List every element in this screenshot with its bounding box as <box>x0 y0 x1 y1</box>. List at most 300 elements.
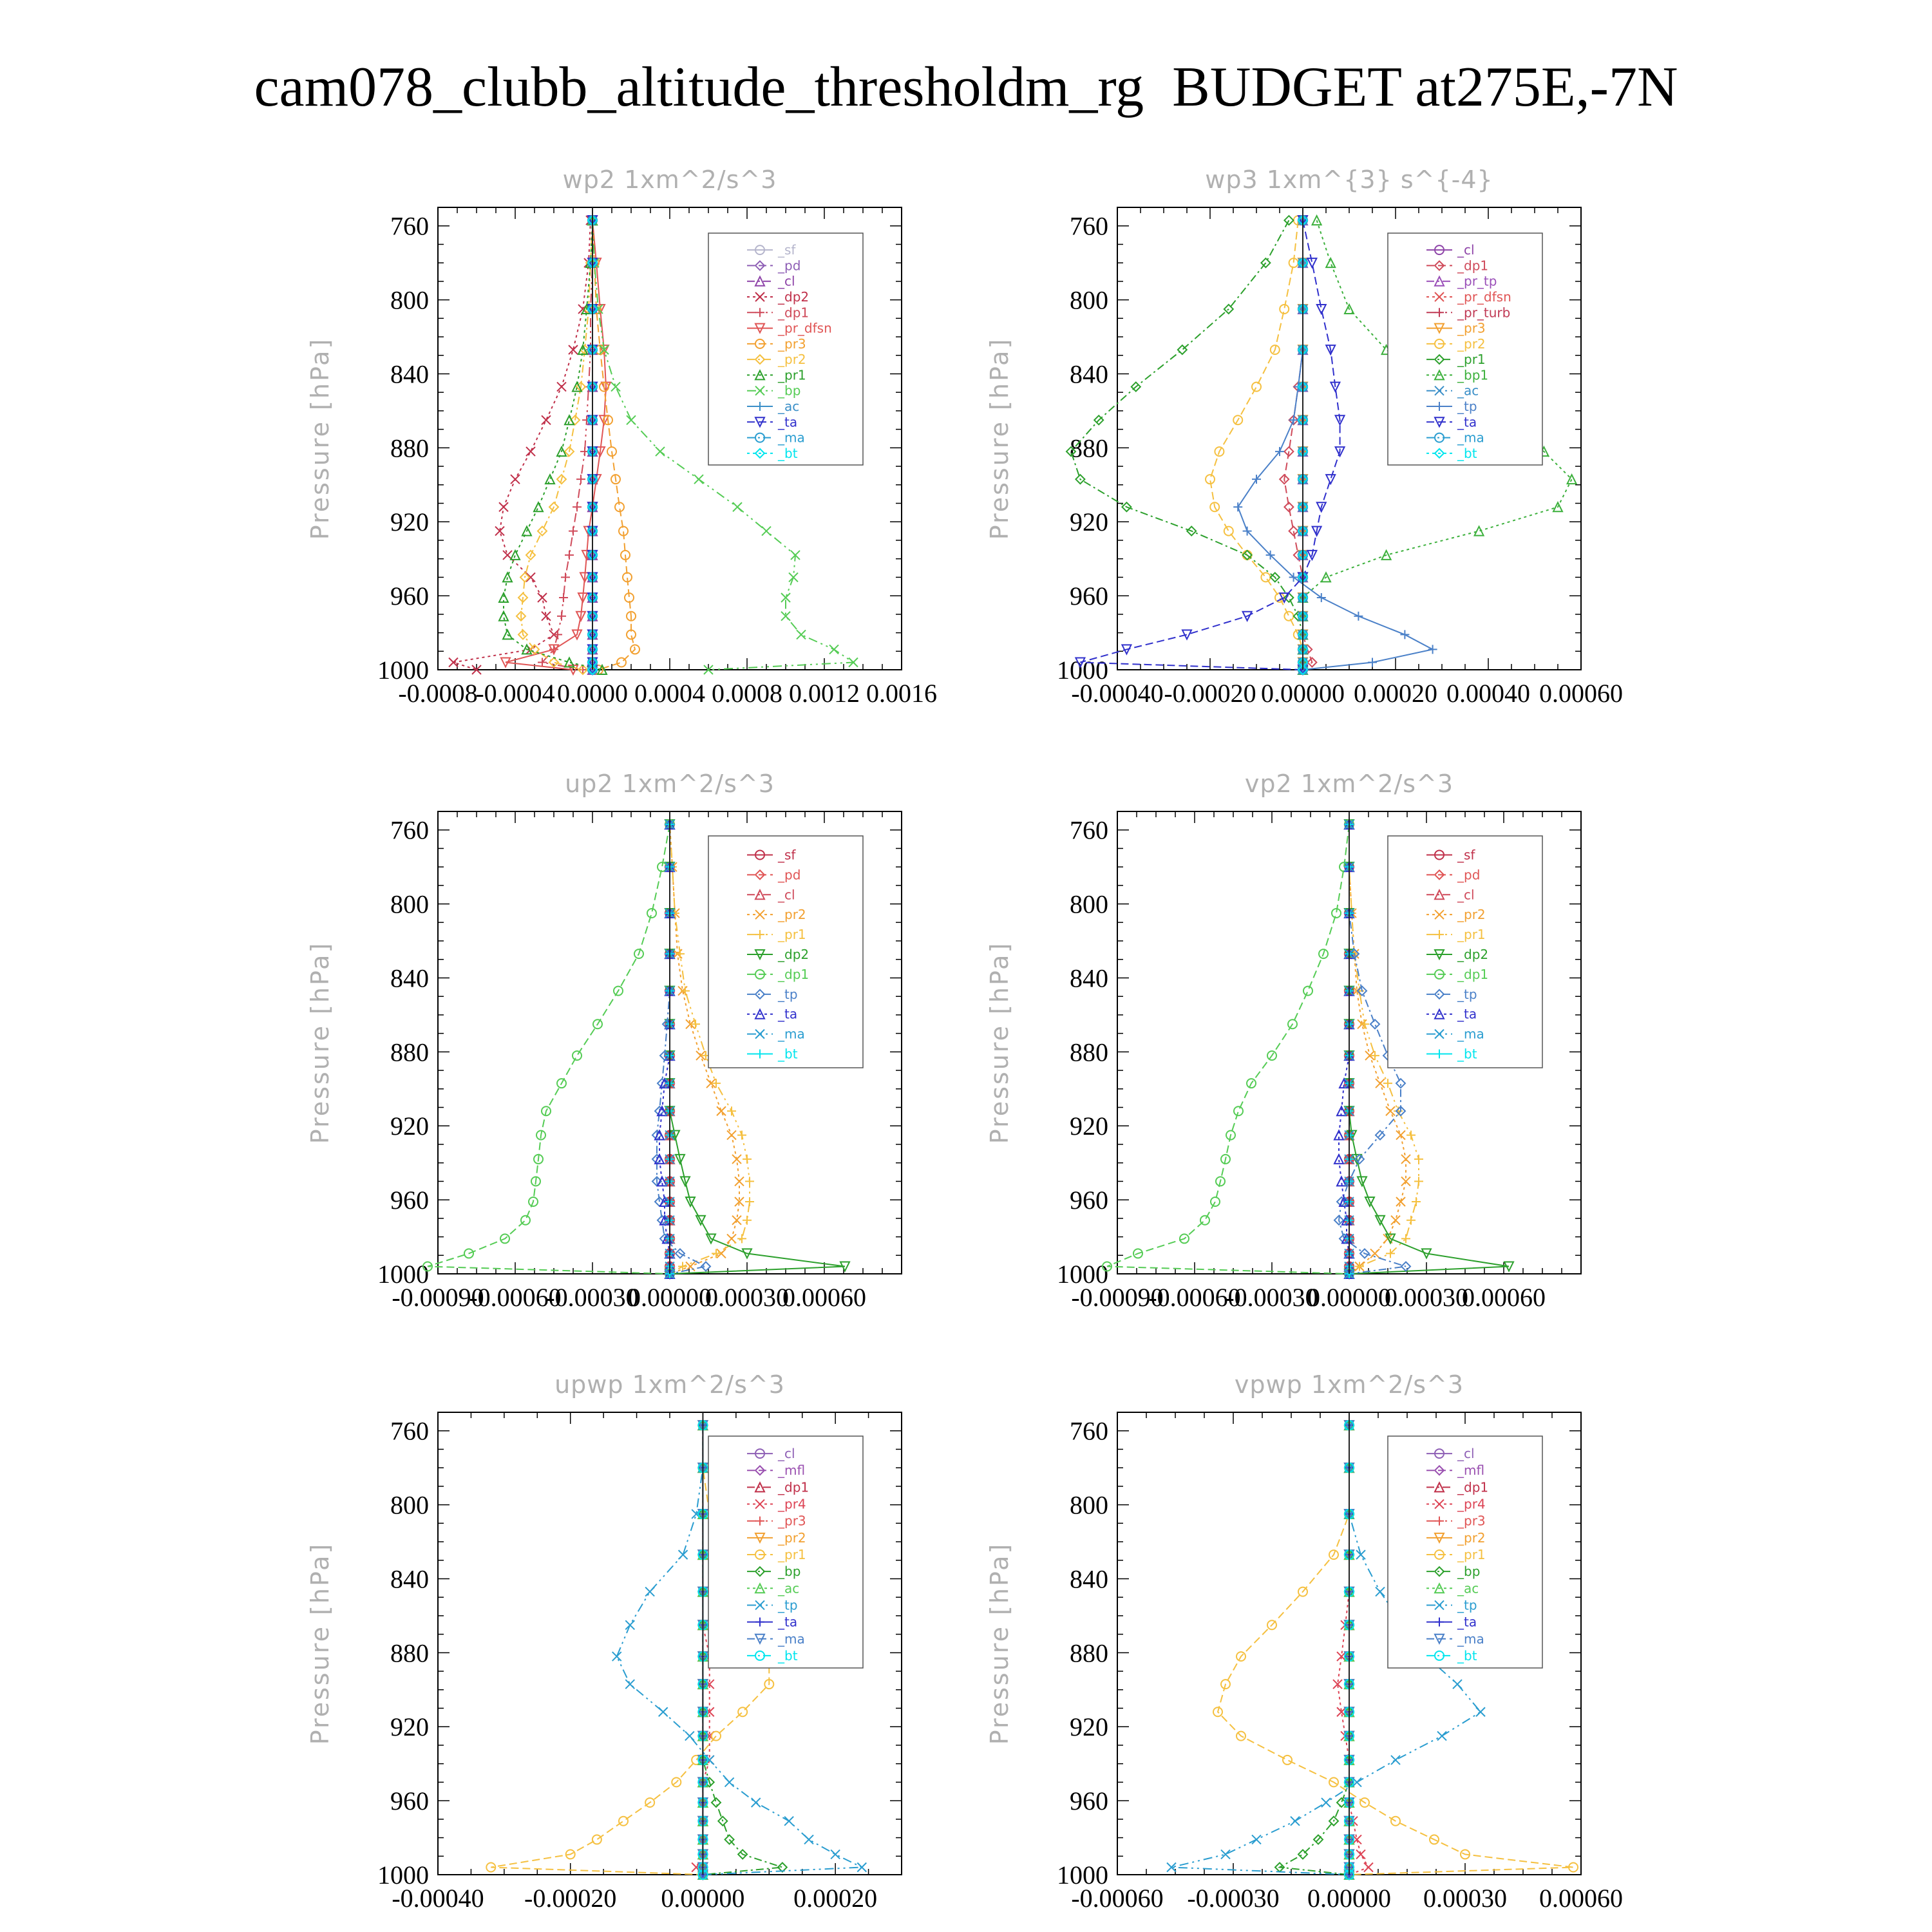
data-point <box>1386 1106 1395 1115</box>
legend-label: _ma <box>778 1631 805 1647</box>
panel-3 <box>306 770 902 1312</box>
data-point <box>1234 1106 1243 1115</box>
legend-label: _bp <box>778 1564 801 1580</box>
data-point <box>738 1707 747 1716</box>
legend-label: _mfl <box>778 1463 806 1479</box>
y-tick-label: 960 <box>1070 1786 1108 1816</box>
data-point <box>727 1106 736 1115</box>
data-point <box>1406 1131 1416 1140</box>
y-tick-label: 880 <box>1070 1638 1108 1668</box>
series-bp <box>1275 1421 1354 1879</box>
data-point <box>1317 593 1326 602</box>
y-tick-label: 840 <box>390 1564 429 1594</box>
legend-label: _ma <box>1457 1026 1484 1042</box>
panel-2 <box>985 166 1623 708</box>
legend-label: _ac <box>778 1580 800 1596</box>
data-point <box>1383 1079 1392 1088</box>
data-point <box>526 573 535 582</box>
data-point <box>1326 258 1335 267</box>
legend-label: _ma <box>778 1026 805 1042</box>
data-point <box>647 909 656 918</box>
data-point <box>712 1079 721 1088</box>
y-tick-label: 800 <box>1070 285 1108 315</box>
data-point <box>573 502 582 511</box>
legend-label: _ta <box>778 1006 798 1022</box>
legend-label: _pr4 <box>1457 1496 1486 1512</box>
data-point <box>542 612 551 621</box>
data-point <box>1401 1234 1410 1243</box>
legend-label: _mfl <box>1457 1463 1485 1479</box>
data-point <box>592 1835 601 1844</box>
data-point <box>625 1620 634 1629</box>
legend-label: _ac <box>1457 383 1479 399</box>
legend-label: _pr_turb <box>1457 305 1511 321</box>
panel-title: wp3 1xm^{3} s^{-4} <box>1205 166 1493 194</box>
data-point <box>617 658 626 667</box>
data-point <box>1401 1155 1410 1164</box>
legend-label: _ac <box>778 399 800 414</box>
legend-label: _pr4 <box>778 1496 806 1512</box>
x-tick-label: 0.00030 <box>1385 1283 1468 1312</box>
legend-label: _cl <box>1457 1446 1475 1462</box>
data-point <box>559 593 568 602</box>
data-point <box>733 502 742 511</box>
data-point <box>656 447 665 456</box>
y-axis-label: Pressure [hPa] <box>306 337 334 540</box>
data-point <box>573 1051 582 1060</box>
data-point <box>612 1652 621 1661</box>
legend-label: _bp <box>778 383 801 399</box>
data-point <box>576 475 585 484</box>
x-tick-label: 0.0000 <box>557 679 628 708</box>
x-tick-label: 0.00000 <box>661 1884 745 1913</box>
legend-label: _dp2 <box>778 289 810 305</box>
data-point <box>1167 1863 1176 1872</box>
legend-label: _bt <box>778 445 798 461</box>
data-point <box>611 383 620 392</box>
y-tick-label: 960 <box>1070 1186 1108 1215</box>
data-point <box>712 1732 721 1741</box>
y-axis-label: Pressure [hPa] <box>985 337 1014 540</box>
data-point <box>1289 415 1298 424</box>
legend-label: _ta <box>1457 414 1477 430</box>
y-tick-label: 880 <box>390 1037 429 1067</box>
legend-label: _pr1 <box>1457 352 1486 368</box>
x-tick-label: -0.00060 <box>1071 1884 1164 1913</box>
data-point <box>1376 1079 1385 1088</box>
panel-5 <box>306 1370 902 1913</box>
data-point <box>762 527 771 536</box>
legend-label: _tp <box>1457 399 1477 414</box>
x-tick-label: 0.00000 <box>1261 679 1345 708</box>
y-tick-label: 920 <box>1070 507 1108 537</box>
legend-label: _bt <box>1457 445 1477 461</box>
legend <box>1388 233 1542 465</box>
legend-label: _tp <box>1457 1597 1477 1613</box>
x-tick-label: 0.00030 <box>1423 1884 1507 1913</box>
data-point <box>727 1131 736 1140</box>
data-point <box>561 573 570 582</box>
y-tick-label: 1000 <box>1057 656 1108 685</box>
data-point <box>745 1197 754 1206</box>
data-point <box>1182 630 1191 639</box>
legend-label: _pr2 <box>1457 1530 1486 1546</box>
legend-label: _pd <box>778 867 801 883</box>
x-tick-label: 0.00060 <box>1539 1884 1623 1913</box>
panel-title: up2 1xm^2/s^3 <box>565 770 775 798</box>
series-pr_dfsn <box>501 216 611 674</box>
y-tick-label: 1000 <box>377 656 429 685</box>
legend-label: _tp <box>1457 986 1477 1002</box>
y-tick-label: 760 <box>390 815 429 845</box>
x-tick-label: -0.0004 <box>475 679 555 708</box>
x-tick-label: -0.00020 <box>524 1884 617 1913</box>
y-tick-label: 880 <box>390 1638 429 1668</box>
data-point <box>557 612 566 621</box>
x-tick-label: 0.00030 <box>705 1283 789 1312</box>
legend <box>708 233 863 465</box>
y-tick-label: 880 <box>1070 1037 1108 1067</box>
data-point <box>1368 658 1377 667</box>
y-tick-label: 760 <box>390 1416 429 1446</box>
legend-label: _sf <box>778 847 796 863</box>
legend-label: _dp1 <box>778 1479 810 1495</box>
series-dp1 <box>1103 820 1354 1278</box>
series-line <box>1280 1425 1349 1875</box>
legend-label: _cl <box>778 273 795 289</box>
data-point <box>694 475 703 484</box>
data-point <box>1391 1756 1400 1765</box>
x-tick-label: -0.00030 <box>1226 1283 1318 1312</box>
data-point <box>1326 475 1335 484</box>
y-tick-label: 920 <box>1070 1712 1108 1742</box>
legend-label: _pr1 <box>778 1547 806 1562</box>
y-tick-label: 920 <box>390 1112 429 1141</box>
panel-title: vpwp 1xm^2/s^3 <box>1234 1370 1464 1399</box>
legend-label: _dp1 <box>1457 966 1489 982</box>
data-point <box>1354 612 1363 621</box>
data-point <box>743 1216 752 1225</box>
legend-label: _cl <box>778 887 795 903</box>
data-point <box>679 1550 688 1559</box>
data-point <box>1303 987 1312 996</box>
data-point <box>743 1155 752 1164</box>
data-point <box>1428 645 1437 654</box>
legend <box>708 836 863 1068</box>
y-tick-label: 880 <box>1070 433 1108 463</box>
data-point <box>625 1680 634 1689</box>
y-tick-label: 800 <box>390 1490 429 1520</box>
y-tick-label: 800 <box>1070 1490 1108 1520</box>
y-tick-label: 800 <box>390 285 429 315</box>
data-point <box>1221 1850 1230 1859</box>
legend-label: _pr3 <box>778 1513 806 1529</box>
legend-label: _pr_dfsn <box>1457 289 1511 305</box>
data-point <box>449 658 458 667</box>
legend-label: _pr1 <box>778 927 806 943</box>
x-tick-label: -0.00060 <box>1148 1283 1241 1312</box>
legend <box>1388 836 1542 1068</box>
data-point <box>538 593 547 602</box>
legend-label: _ta <box>1457 1006 1477 1022</box>
y-tick-label: 840 <box>1070 359 1108 389</box>
data-point <box>578 665 587 674</box>
x-tick-label: 0.00060 <box>1539 679 1623 708</box>
legend-label: _cl <box>1457 242 1475 258</box>
x-tick-label: 0.00020 <box>1354 679 1437 708</box>
data-point <box>732 1155 741 1164</box>
data-point <box>712 1249 721 1258</box>
x-tick-label: -0.00090 <box>1071 1283 1164 1312</box>
data-point <box>565 415 574 424</box>
legend-label: _pr1 <box>778 367 806 383</box>
x-tick-label: -0.00040 <box>392 1884 484 1913</box>
y-tick-label: 760 <box>1070 1416 1108 1446</box>
legend-label: _cl <box>1457 887 1475 903</box>
x-tick-label: 0.00000 <box>1307 1283 1391 1312</box>
legend-label: _sf <box>778 242 796 258</box>
data-point <box>1356 1850 1365 1859</box>
legend-label: _sf <box>1457 847 1475 863</box>
data-point <box>569 527 578 536</box>
series-dp2 <box>449 216 595 674</box>
series-line <box>542 220 592 670</box>
data-point <box>526 447 535 456</box>
legend-label: _ma <box>1457 1631 1484 1647</box>
data-point <box>1261 573 1270 582</box>
data-point <box>727 1234 736 1243</box>
legend-label: _tp <box>778 1597 798 1613</box>
series-dp1 <box>423 820 674 1278</box>
data-point <box>1364 1863 1373 1872</box>
data-point <box>1321 1798 1331 1807</box>
series-pr1 <box>499 216 607 674</box>
data-point <box>1307 258 1316 267</box>
data-point <box>569 345 578 354</box>
series-dp1 <box>1280 216 1316 674</box>
data-point <box>1400 630 1409 639</box>
data-point <box>511 551 520 560</box>
x-tick-label: 0.0008 <box>712 679 782 708</box>
legend <box>708 1436 863 1668</box>
data-point <box>1252 1835 1261 1844</box>
data-point <box>717 1106 726 1115</box>
legend-label: _pr1 <box>1457 927 1486 943</box>
data-point <box>1284 612 1293 621</box>
data-point <box>1396 1131 1405 1140</box>
data-point <box>499 502 508 511</box>
legend-label: _dp2 <box>778 947 810 962</box>
legend-label: _pr3 <box>1457 320 1486 336</box>
legend-label: _cl <box>778 1446 795 1462</box>
x-tick-label: -0.00040 <box>1071 679 1164 708</box>
data-point <box>1396 1197 1405 1206</box>
y-tick-label: 800 <box>1070 889 1108 919</box>
legend-label: _ma <box>778 430 805 446</box>
x-tick-label: 0.00040 <box>1446 679 1530 708</box>
data-point <box>1376 1587 1385 1596</box>
panel-title: vp2 1xm^2/s^3 <box>1244 770 1454 798</box>
legend-label: _dp1 <box>778 305 810 321</box>
series-ta <box>1075 216 1344 674</box>
data-point <box>1414 1155 1423 1164</box>
x-tick-label: 0.00020 <box>793 1884 878 1913</box>
data-point <box>565 551 574 560</box>
data-point <box>1437 1732 1446 1741</box>
data-point <box>1414 1177 1423 1186</box>
data-point <box>1275 593 1284 602</box>
legend-label: _pr2 <box>778 1530 806 1546</box>
data-point <box>1356 1550 1365 1559</box>
y-axis-label: Pressure [hPa] <box>985 1542 1014 1745</box>
series-pr3 <box>588 216 639 674</box>
panel-6 <box>985 1370 1623 1913</box>
legend-label: _bt <box>778 1647 798 1663</box>
data-point <box>1211 1197 1220 1206</box>
data-point <box>676 949 685 958</box>
legend-label: _pr2 <box>1457 336 1486 352</box>
legend-label: _dp1 <box>1457 1479 1489 1495</box>
y-tick-label: 920 <box>390 1712 429 1742</box>
y-tick-label: 840 <box>1070 963 1108 993</box>
data-point <box>521 1216 530 1225</box>
legend-label: _pd <box>778 258 801 274</box>
data-point <box>1476 1707 1485 1716</box>
series-tp <box>652 820 710 1278</box>
y-tick-label: 960 <box>390 582 429 611</box>
y-tick-label: 800 <box>390 889 429 919</box>
legend-label: _pr2 <box>778 907 806 923</box>
data-point <box>784 1817 793 1826</box>
legend-label: _tp <box>778 986 798 1002</box>
y-tick-label: 920 <box>390 507 429 537</box>
data-point <box>553 630 562 639</box>
data-point <box>737 1234 746 1243</box>
series-pr2 <box>1206 216 1307 674</box>
y-tick-label: 760 <box>1070 815 1108 845</box>
y-tick-label: 840 <box>1070 1564 1108 1594</box>
data-point <box>1233 502 1242 511</box>
x-tick-label: 0.0016 <box>866 679 937 708</box>
y-axis-label: Pressure [hPa] <box>985 941 1014 1144</box>
x-tick-label: -0.00020 <box>1164 679 1256 708</box>
legend-label: _pr_tp <box>1457 273 1497 289</box>
data-point <box>797 630 806 639</box>
y-tick-label: 760 <box>390 211 429 241</box>
data-point <box>534 502 543 511</box>
data-point <box>685 1732 694 1741</box>
legend-label: _ac <box>1457 1580 1479 1596</box>
x-tick-label: 0.0004 <box>634 679 705 708</box>
data-point <box>1396 1079 1405 1088</box>
legend-label: _bp <box>1457 1564 1481 1580</box>
x-tick-label: -0.00060 <box>469 1283 562 1312</box>
y-tick-label: 840 <box>390 963 429 993</box>
panel-title: wp2 1xm^2/s^3 <box>562 166 777 194</box>
data-point <box>1200 1216 1209 1225</box>
data-point <box>557 383 566 392</box>
y-tick-label: 1000 <box>1057 1260 1108 1289</box>
data-point <box>678 1262 687 1271</box>
data-point <box>499 612 508 621</box>
data-point <box>735 1177 744 1186</box>
series-line <box>1107 824 1349 1274</box>
data-point <box>1291 1817 1300 1826</box>
legend-label: _pr2 <box>778 352 806 368</box>
legend-label: _pr3 <box>778 336 806 352</box>
data-point <box>745 1177 754 1186</box>
x-tick-label: 0.00000 <box>628 1283 712 1312</box>
legend-label: _dp1 <box>1457 258 1489 274</box>
legend-label: _bt <box>778 1046 798 1062</box>
data-point <box>1283 1756 1292 1765</box>
y-tick-label: 920 <box>1070 1112 1108 1141</box>
y-tick-label: 840 <box>390 359 429 389</box>
data-point <box>1370 1051 1379 1060</box>
data-point <box>1412 1197 1421 1206</box>
data-point <box>659 1707 668 1716</box>
panel-1 <box>306 166 937 708</box>
data-point <box>1370 1019 1379 1028</box>
data-point <box>1224 527 1233 536</box>
legend-label: _bt <box>1457 1046 1477 1062</box>
data-point <box>691 1019 700 1028</box>
figure-title: cam078_clubb_altitude_thresholdm_rg BUDGET at275E,-7N <box>254 56 1678 118</box>
y-tick-label: 1000 <box>377 1260 429 1289</box>
x-tick-label: 0.00060 <box>1462 1283 1546 1312</box>
data-point <box>725 1777 734 1786</box>
x-tick-label: -0.0008 <box>398 679 478 708</box>
series-line <box>428 824 670 1274</box>
legend-label: _pr2 <box>1457 907 1486 923</box>
legend-label: _ta <box>778 1614 798 1630</box>
data-point <box>545 475 554 484</box>
y-axis-label: Pressure [hPa] <box>306 941 334 1144</box>
legend-label: _bt <box>1457 1647 1477 1663</box>
data-point <box>712 1798 721 1807</box>
data-point <box>627 415 636 424</box>
x-tick-label: 0.0012 <box>789 679 860 708</box>
legend <box>1388 1436 1542 1668</box>
legend-label: _pd <box>1457 867 1481 883</box>
legend-label: _pr1 <box>1457 1547 1486 1562</box>
legend-label: _pr3 <box>1457 1513 1486 1529</box>
y-axis-label: Pressure [hPa] <box>306 1542 334 1745</box>
series-pr4 <box>1333 1421 1373 1879</box>
data-point <box>1252 383 1261 392</box>
x-tick-label: -0.00030 <box>546 1283 639 1312</box>
x-tick-label: -0.00090 <box>392 1283 484 1312</box>
data-point <box>503 551 512 560</box>
legend-label: _ma <box>1457 430 1484 446</box>
data-point <box>1284 593 1293 602</box>
y-tick-label: 960 <box>390 1786 429 1816</box>
panel-4 <box>985 770 1581 1312</box>
data-point <box>1391 1216 1400 1225</box>
y-tick-label: 880 <box>390 433 429 463</box>
legend-label: _ta <box>778 414 798 430</box>
y-tick-label: 960 <box>390 1186 429 1215</box>
data-point <box>542 415 551 424</box>
data-point <box>789 573 798 582</box>
x-tick-label: 0.00060 <box>782 1283 866 1312</box>
data-point <box>645 1587 654 1596</box>
panel-title: upwp 1xm^2/s^3 <box>554 1370 785 1399</box>
legend-label: _dp1 <box>778 966 810 982</box>
data-point <box>619 1817 628 1826</box>
x-tick-label: 0.00000 <box>1307 1884 1391 1913</box>
data-point <box>1475 527 1484 536</box>
